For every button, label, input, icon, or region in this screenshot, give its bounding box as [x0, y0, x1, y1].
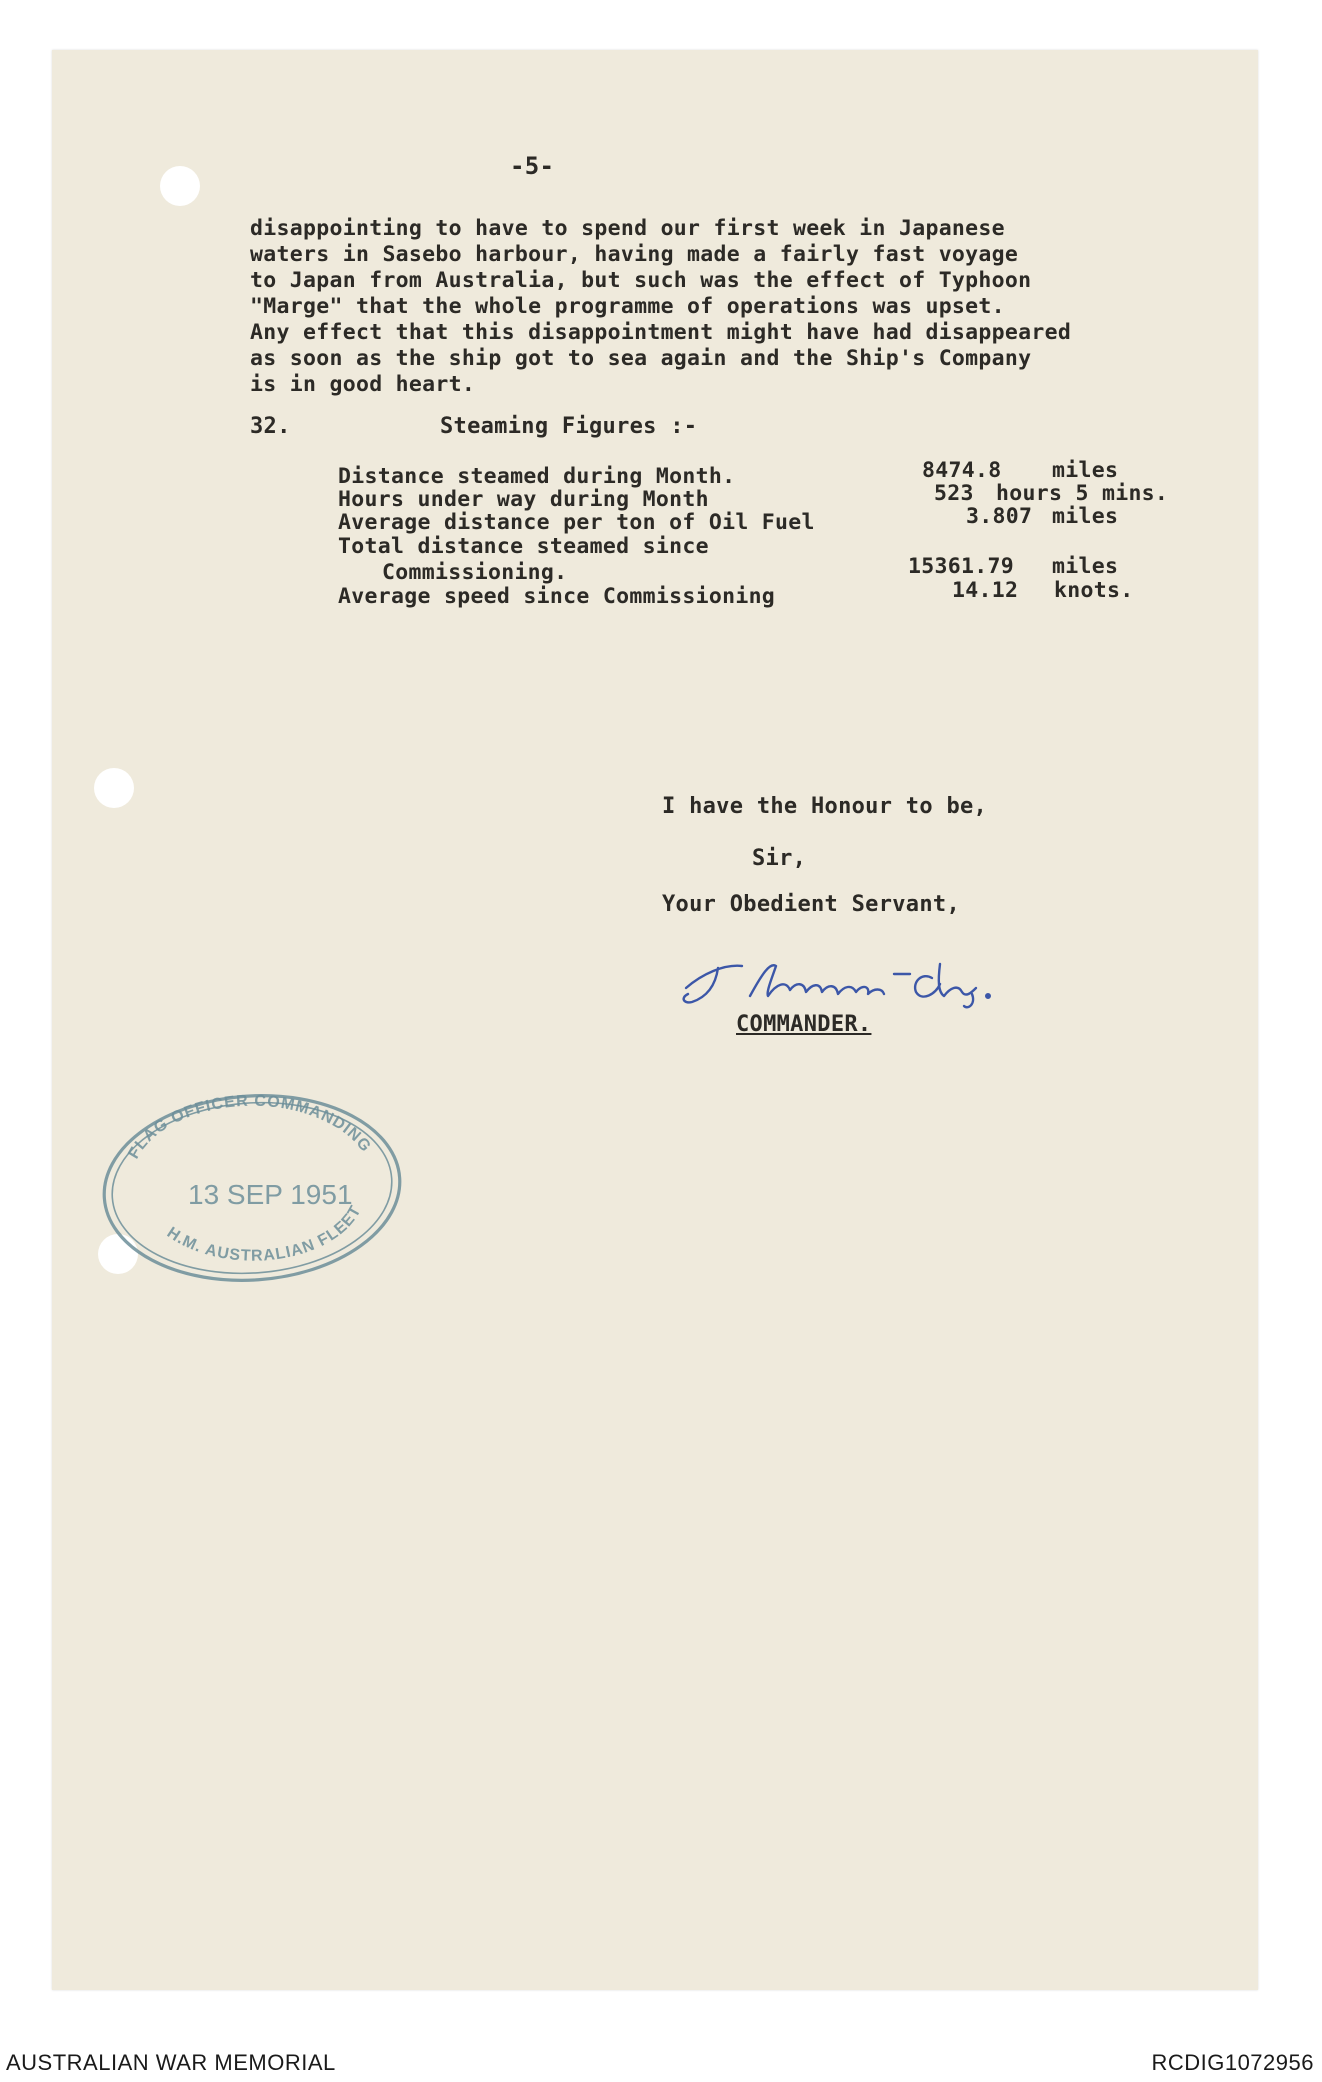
- body-line: is in good heart.: [250, 372, 476, 397]
- figure-unit: miles: [1052, 554, 1119, 579]
- handwritten-signature: [672, 944, 1092, 1014]
- figure-value: 8474.8: [922, 458, 1002, 483]
- svg-text:H.M. AUSTRALIAN FLEET: [164, 1203, 365, 1265]
- figure-label: Average speed since Commissioning: [338, 584, 776, 609]
- figure-unit: knots.: [1054, 578, 1134, 603]
- stamp-date: 13 SEP 1951: [188, 1179, 353, 1210]
- figure-label: Total distance steamed since: [338, 534, 709, 559]
- figure-label: Hours under way during Month: [338, 487, 709, 512]
- section-number: 32.: [250, 414, 291, 439]
- figure-value: 15361.79: [908, 554, 1014, 579]
- body-line: Any effect that this disappointment might have had disappeared: [250, 320, 1072, 345]
- closing-line: Your Obedient Servant,: [662, 892, 960, 917]
- stamp-top-text: FLAG OFFICER COMMANDING: [125, 1092, 375, 1162]
- page-number: -5-: [510, 152, 555, 180]
- figure-unit: miles: [1052, 504, 1119, 529]
- closing-salutation: Sir,: [752, 846, 807, 871]
- footer-institution: AUSTRALIAN WAR MEMORIAL: [6, 2050, 336, 2075]
- body-line: to Japan from Australia, but such was the effect of Typhoon: [250, 268, 1032, 293]
- figure-value: 523: [934, 481, 974, 506]
- signatory-title: COMMANDER.: [736, 1012, 872, 1037]
- figure-value: 14.12: [952, 578, 1019, 603]
- received-date-stamp: [88, 1082, 408, 1294]
- closing-line: I have the Honour to be,: [662, 794, 988, 819]
- body-line: as soon as the ship got to sea again and the Ship's Company: [250, 346, 1032, 371]
- body-paragraph: [250, 216, 1071, 398]
- punch-hole: [94, 768, 134, 808]
- figure-label: Commissioning.: [382, 560, 568, 585]
- figure-unit: miles: [1052, 458, 1119, 483]
- figure-label: Average distance per ton of Oil Fuel: [338, 510, 815, 535]
- section-title: Steaming Figures :-: [440, 414, 698, 439]
- stamp-bottom-text: H.M. AUSTRALIAN FLEET: [163, 1202, 365, 1265]
- footer-reference-id: RCDIG1072956: [1151, 2050, 1314, 2075]
- body-line: "Marge" that the whole programme of operations was upset.: [250, 294, 1005, 319]
- figure-value: 3.807: [966, 504, 1033, 529]
- body-line: disappointing to have to spend our first week in Japanese: [250, 216, 1005, 241]
- figure-label: Distance steamed during Month.: [338, 464, 736, 489]
- punch-hole: [160, 166, 200, 206]
- figure-unit: hours 5 mins.: [996, 481, 1169, 506]
- body-line: waters in Sasebo harbour, having made a fairly fast voyage: [250, 242, 1019, 267]
- svg-text:FLAG OFFICER COMMANDING: [125, 1093, 374, 1162]
